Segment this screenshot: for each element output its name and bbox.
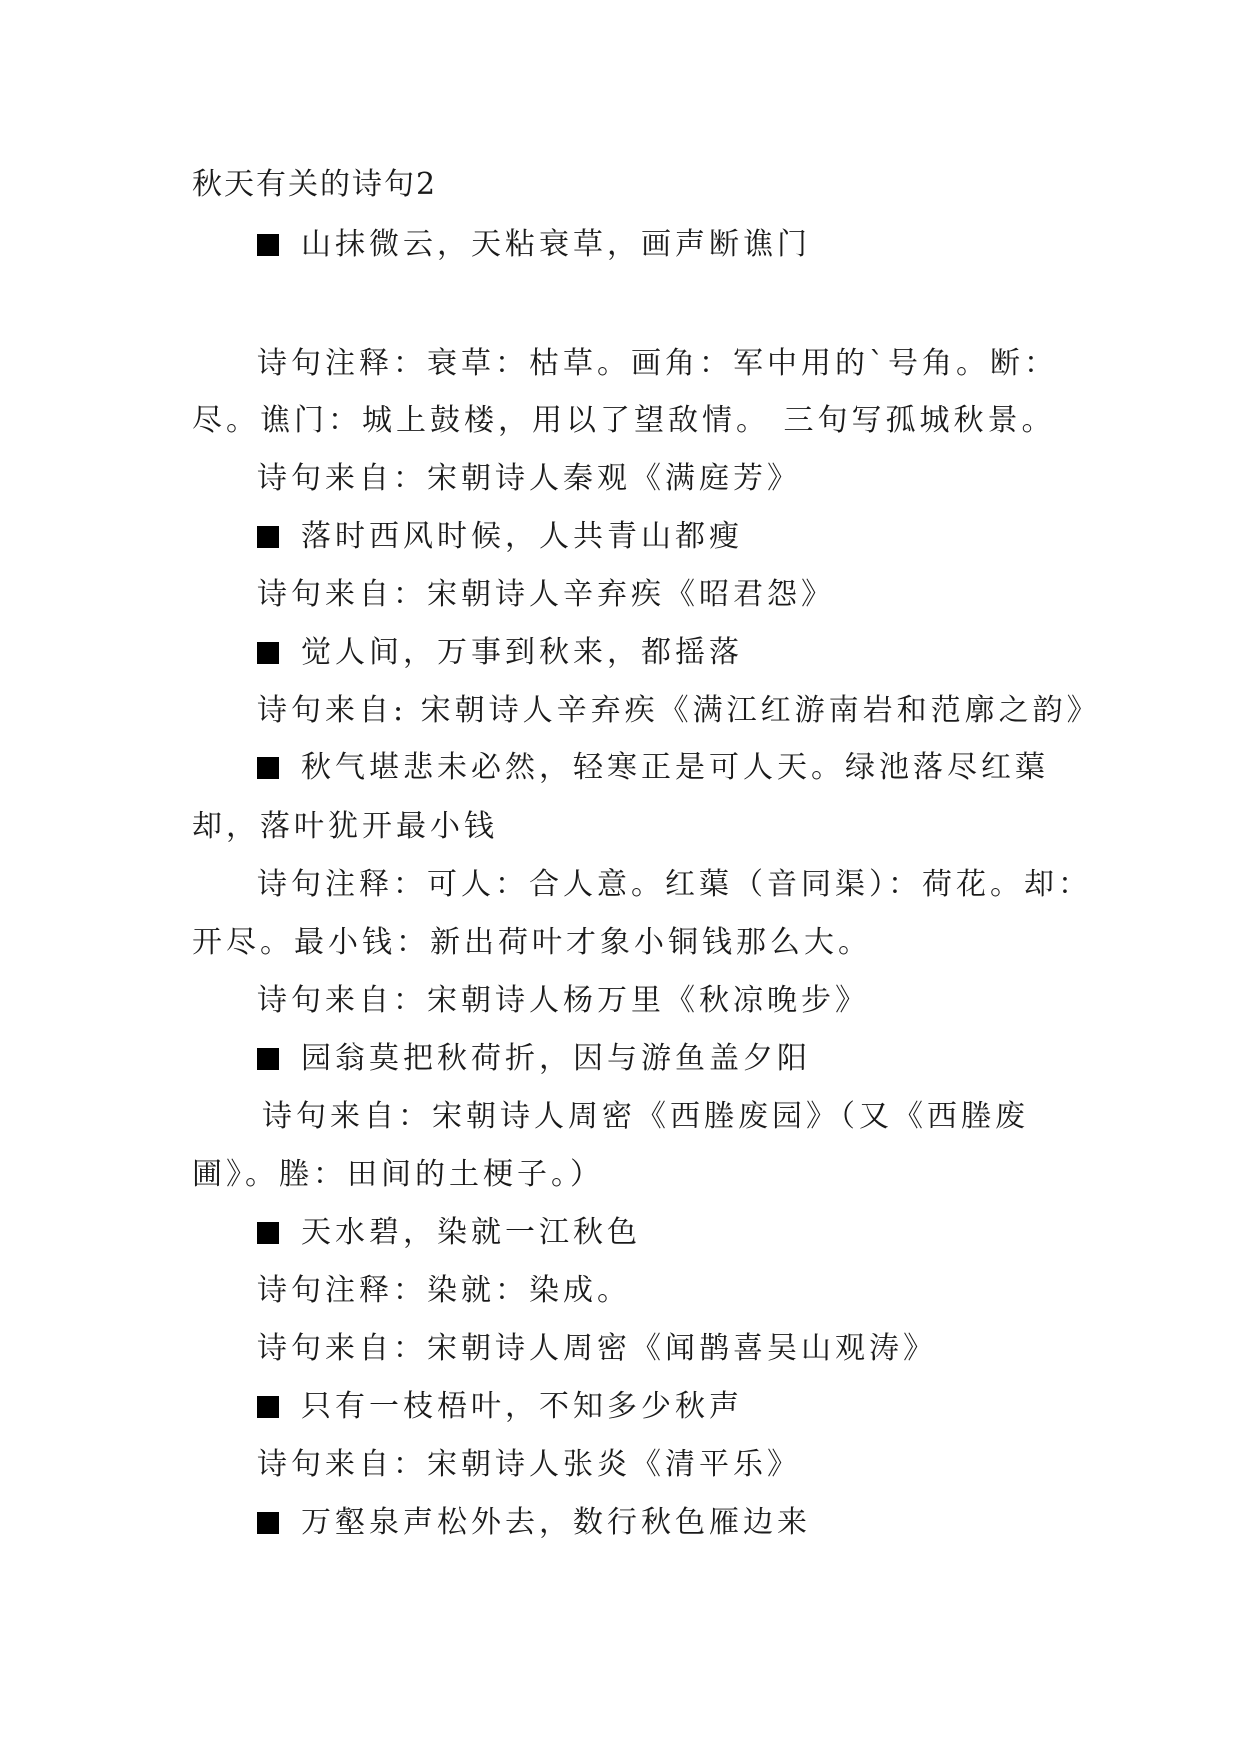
poem-line: 万壑泉声松外去，数行秋色雁边来 [257, 1503, 1062, 1543]
source-line: 诗句来自：宋朝诗人张炎《清平乐》 [257, 1447, 801, 1482]
square-bullet-icon [257, 757, 279, 779]
document-title: 秋天有关的诗句2 [192, 167, 438, 202]
poem-line: 园翁莫把秋荷折，因与游鱼盖夕阳 [257, 1039, 1062, 1079]
square-bullet-icon [257, 526, 279, 548]
square-bullet-icon [257, 1048, 279, 1070]
poem-line-continued: 却，落叶犹开最小钱 [192, 809, 498, 844]
square-bullet-icon [257, 1222, 279, 1244]
annotation-line: 诗句注释：可人：合人意。红蕖（音同渠）：荷花。却： [257, 867, 1092, 902]
poem-line: 秋气堪悲未必然，轻寒正是可人天。绿池落尽红蕖 [257, 748, 1062, 788]
source-line: 诗句来自：宋朝诗人周密《西塍废园》（又《西塍废 [262, 1099, 1029, 1134]
source-line: 诗句来自：宋朝诗人秦观《满庭芳》 [257, 461, 801, 496]
source-line: 诗句来自：宋朝诗人辛弃疾《昭君怨》 [257, 577, 835, 612]
square-bullet-icon [257, 1396, 279, 1418]
poem-line: 落时西风时候，人共青山都瘦 [257, 517, 1062, 557]
square-bullet-icon [257, 1512, 279, 1534]
poem-line: 只有一枝梧叶，不知多少秋声 [257, 1387, 1062, 1427]
annotation-line-continued: 尽。谯门：城上鼓楼，用以了望敌情。 三句写孤城秋景。 [192, 403, 1056, 438]
source-line: 诗句来自：宋朝诗人周密《闻鹊喜吴山观涛》 [257, 1331, 937, 1366]
poem-line: 觉人间，万事到秋来，都摇落 [257, 633, 1062, 673]
annotation-line: 诗句注释：衰草：枯草。画角：军中用的`号角。断： [257, 346, 1058, 381]
source-line: 诗句来自：宋朝诗人杨万里《秋凉晚步》 [257, 983, 869, 1018]
poem-line: 天水碧，染就一江秋色 [257, 1213, 1062, 1253]
poem-line: 山抹微云，天粘衰草，画声断谯门 [257, 225, 1062, 265]
annotation-line-continued: 开尽。最小钱：新出荷叶才象小铜钱那么大。 [192, 925, 872, 960]
source-line-continued: 圃》。塍：田间的土梗子。） [192, 1157, 604, 1192]
annotation-line: 诗句注释：染就：染成。 [257, 1273, 631, 1308]
square-bullet-icon [257, 642, 279, 664]
source-line: 诗句来自: 宋朝诗人辛弃疾《满江红游南岩和范廓之韵》 [257, 693, 1101, 728]
square-bullet-icon [257, 234, 279, 256]
